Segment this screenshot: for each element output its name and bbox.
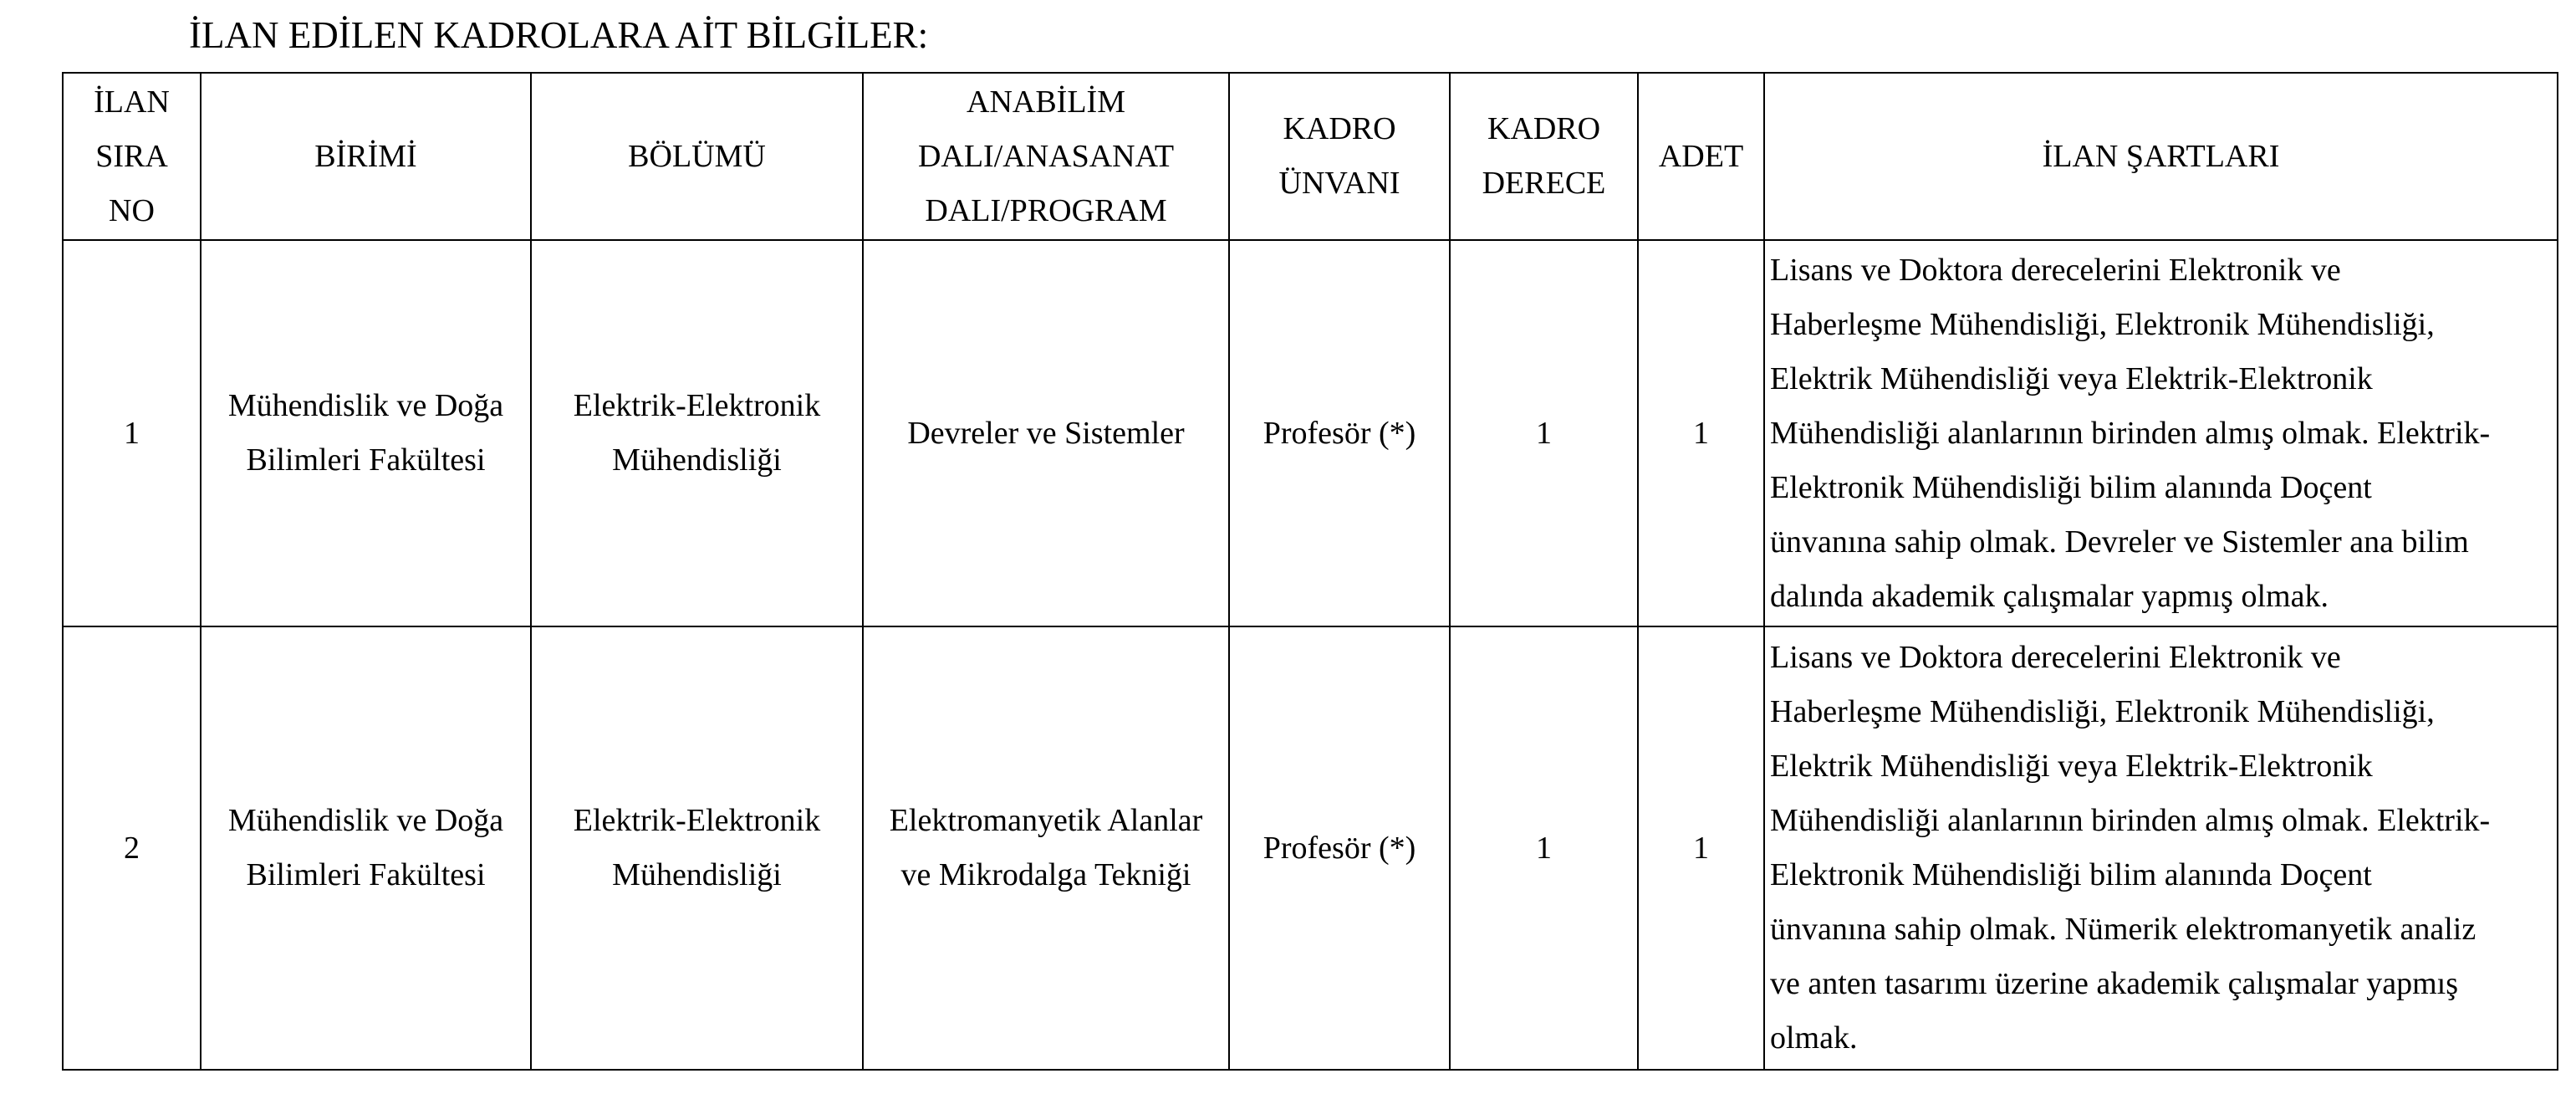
header-bolumu: BÖLÜMÜ [531,73,863,240]
header-birimi: BİRİMİ [201,73,531,240]
cell-kadro-unvani: Profesör (*) [1229,626,1450,1070]
positions-table [62,72,2558,1071]
table-row [63,626,2558,1070]
table-row [63,240,2558,626]
cell-adet: 1 [1638,626,1764,1070]
page-title: İLAN EDİLEN KADROLARA AİT BİLGİLER: [189,14,929,56]
cell-kadro-derece: 1 [1450,240,1638,626]
header-kadro-unvani: KADRO ÜNVANI [1229,73,1450,240]
cell-kadro-derece: 1 [1450,626,1638,1070]
header-kadro-derece: KADRO DERECE [1450,73,1638,240]
cell-ilan-sartlari: Lisans ve Doktora derecelerini Elektronik ve Haberleşme Mühendisliği, Elektronik Mühendisliği, Elektrik Mühendisliği veya Elektrik-Elektronik Mühendisliği alanlarının birinden almış olmak. Elektrik- Elektronik Mühendisliği bilim alanında Doçent ünvanına sahip olmak. Nümerik elektromanyetik analiz ve anten tasarımı üzerine akademik çalışmalar yapmış olmak. [1764,626,2558,1070]
cell-sira-no: 1 [63,240,201,626]
header-adet: ADET [1638,73,1764,240]
cell-anabilim-dali: Elektromanyetik Alanlar ve Mikrodalga Tekniği [863,626,1229,1070]
cell-bolumu: Elektrik-Elektronik Mühendisliği [531,240,863,626]
header-ilan-sartlari: İLAN ŞARTLARI [1764,73,2558,240]
cell-birimi: Mühendislik ve Doğa Bilimleri Fakültesi [201,240,531,626]
table-header-row [63,73,2558,240]
cell-bolumu: Elektrik-Elektronik Mühendisliği [531,626,863,1070]
cell-sira-no: 2 [63,626,201,1070]
cell-kadro-unvani: Profesör (*) [1229,240,1450,626]
header-sira-no: İLAN SIRA NO [63,73,201,240]
header-anabilim-dali: ANABİLİM DALI/ANASANAT DALI/PROGRAM [863,73,1229,240]
cell-birimi: Mühendislik ve Doğa Bilimleri Fakültesi [201,626,531,1070]
cell-ilan-sartlari: Lisans ve Doktora derecelerini Elektronik ve Haberleşme Mühendisliği, Elektronik Mühendisliği, Elektrik Mühendisliği veya Elektrik-Elektronik Mühendisliği alanlarının birinden almış olmak. Elektrik- Elektronik Mühendisliği bilim alanında Doçent ünvanına sahip olmak. Devreler ve Sistemler ana bilim dalında akademik çalışmalar yapmış olmak. [1764,240,2558,626]
cell-adet: 1 [1638,240,1764,626]
cell-anabilim-dali: Devreler ve Sistemler [863,240,1229,626]
